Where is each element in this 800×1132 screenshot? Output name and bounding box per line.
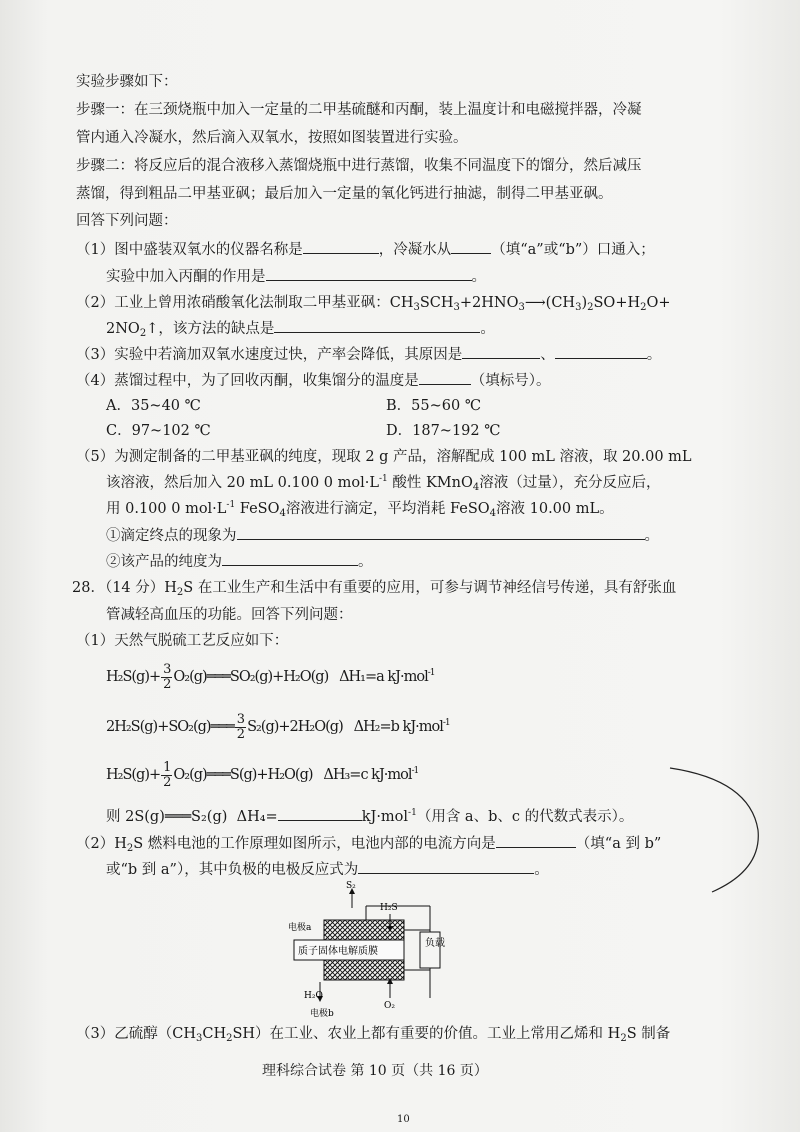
- q28-part1: （1）天然气脱硫工艺反应如下：: [76, 633, 289, 649]
- load-label: 负载: [425, 938, 445, 949]
- q28-part3: （3）乙硫醇$(CH_3CH_2SH)$在工业、农业上都有重要的价值。工业上常用乙烯和 $H_2S$ 制备: [76, 1026, 671, 1044]
- h2s-label: H₂S: [380, 903, 398, 913]
- option-d: D．187~192 ℃: [386, 423, 501, 439]
- reaction-1: H₂S(g)+ $\frac{3}{2}$ O₂(g)═══SO₂(g)+H₂O(g) ΔH₁=a kJ·mol$^{-1}$: [106, 661, 435, 692]
- q5-sub2: ②该产品的纯度为 。: [106, 551, 373, 572]
- fraction-3-2: $\frac{3}{2}$: [236, 711, 245, 742]
- page-footer: 理科综合试卷 第 10 页（共 16 页）: [262, 1063, 488, 1079]
- option-b: B．55~60 ℃: [386, 398, 482, 414]
- fraction-3-2: $\frac{3}{2}$: [163, 661, 171, 692]
- q28-line2: 管减轻高血压的功能。回答下列问题：: [106, 607, 353, 623]
- q1-line1: （1）图中盛装双氧水的仪器名称是 ，冷凝水从 （填“a”或“b”）口通入；: [76, 239, 655, 260]
- step1-line1: 步骤一：在三颈烧瓶中加入一定量的二甲基硫醚和丙酮，装上温度计和电磁搅拌器，冷凝: [76, 102, 642, 118]
- q28-line1: 28．（14 分）$H_2S$ 在工业生产和生活中有重要的应用，可参与调节神经信号传递，具有舒张血: [72, 580, 677, 598]
- q5-sub1: ①滴定终点的现象为 。: [106, 525, 659, 546]
- fuel-cell-diagram: [280, 880, 445, 1026]
- answer-prompt: 回答下列问题：: [76, 213, 178, 229]
- q2-line1: （2）工业上曾用浓硝酸氧化法制取二甲基亚砜：$CH_3SCH_3+2HNO_3⟶(CH_3)_2SO+H_2O+$: [76, 295, 671, 313]
- fraction-1-2: $\frac{1}{2}$: [163, 759, 171, 790]
- reaction-2: 2H₂S(g)+SO₂(g)═══ $\frac{3}{2}$ S₂(g)+2H₂O(g) ΔH₂=b kJ·mol$^{-1}$: [106, 711, 450, 742]
- s2-label: S₂: [346, 881, 356, 891]
- q4-line: （4）蒸馏过程中，为了回收丙酮，收集馏分的温度是 （填标号）。: [76, 370, 550, 391]
- q1-line2: 实验中加入丙酮的作用是 。: [106, 266, 486, 287]
- q5-line2: 该溶液，然后加入 20 mL 0.100 0 $mol\cdot L^{-1}$ 酸性 KMnO$_4$溶液（过量），充分反应后，: [106, 474, 661, 493]
- electrode-b: [324, 960, 404, 980]
- page-number: 10: [397, 1114, 410, 1125]
- o2-label: O₂: [384, 1001, 395, 1011]
- reaction-3: H₂S(g)+ $\frac{1}{2}$ O₂(g)═══S(g)+H₂O(g) ΔH₃=c kJ·mol$^{-1}$: [106, 759, 419, 790]
- reaction-4: 则 2S(g)═══S₂(g) ΔH₄= kJ·mol$^{-1}$（用含 a、b、c 的代数式表示）。: [106, 808, 634, 825]
- q28-part2-line2: 或“b 到 a”），其中负极的电极反应式为 。: [106, 859, 549, 880]
- electrode-a-label: 电极a: [288, 923, 312, 933]
- option-c: C．97~102 ℃: [106, 423, 211, 439]
- intro-line: 实验步骤如下：: [76, 74, 178, 90]
- electrode-b-label: 电极b: [310, 1009, 334, 1019]
- step1-line2: 管内通入冷凝水，然后滴入双氧水，按照如图装置进行实验。: [76, 130, 468, 146]
- q5-line1: （5）为测定制备的二甲基亚砜的纯度，现取 2 g 产品，溶解配成 100 mL 溶液，取 20.00 mL: [76, 449, 692, 465]
- q3-line: （3）实验中若滴加双氧水速度过快，产率会降低，其原因是 、 。: [76, 344, 661, 365]
- pen-mark: [640, 760, 780, 900]
- step2-line2: 蒸馏，得到粗品二甲基亚砜；最后加入一定量的氧化钙进行抽滤，制得二甲基亚砜。: [76, 186, 613, 202]
- q28-part2-line1: $(2)H_2S$ 燃料电池的工作原理如图所示，电池内部的电流方向是 （填“a 到 b”: [76, 833, 661, 854]
- electrode-a: [324, 920, 404, 940]
- membrane-label: 质子固体电解质膜: [298, 946, 378, 957]
- option-a: A．35~40 ℃: [106, 398, 201, 414]
- q2-line2: $2NO_2↑$，该方法的缺点是 。: [106, 318, 495, 339]
- q5-line3: 用 0.100 0 $mol\cdot L^{-1}$ FeSO$_4$溶液进行滴定，平均消耗 FeSO$_4$溶液 10.00 mL。: [106, 500, 614, 519]
- h2o-label: H₂O: [304, 991, 323, 1001]
- step2-line1: 步骤二：将反应后的混合液移入蒸馏烧瓶中进行蒸馏，收集不同温度下的馏分，然后减压: [76, 158, 642, 174]
